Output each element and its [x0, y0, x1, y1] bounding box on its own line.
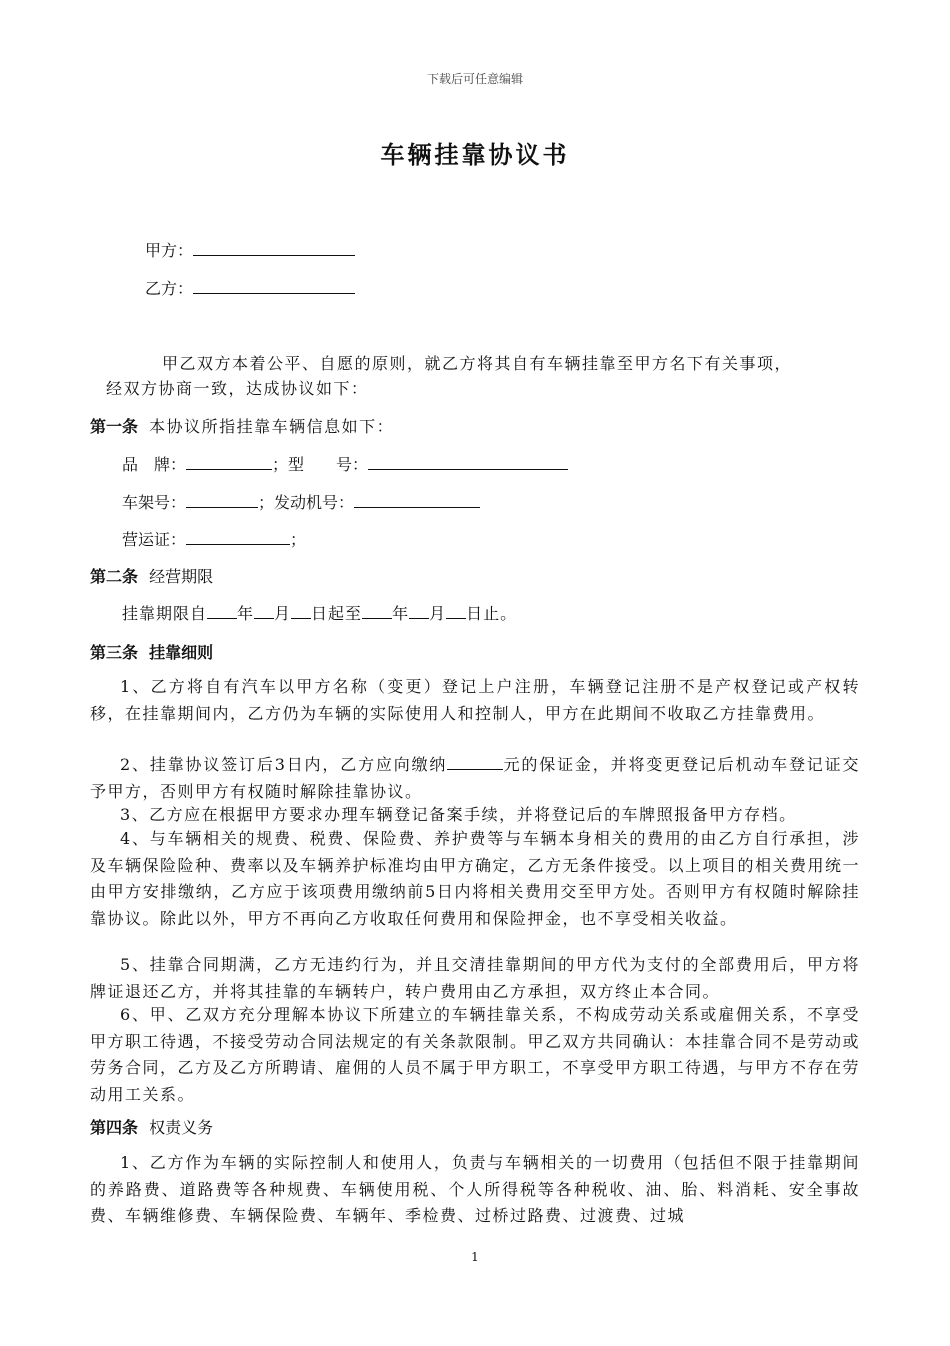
license-label: 营运证：	[122, 530, 187, 549]
term-day-1: 日起至	[311, 604, 363, 623]
license-blank	[186, 530, 290, 545]
article-3-paragraph-3: 3、乙方应在根据甲方要求办理车辆登记备案手续，并将登记后的车牌照报备甲方存档。	[120, 805, 797, 824]
party-a-row	[145, 238, 355, 261]
party-a-label: 甲方：	[145, 241, 194, 260]
vehicle-brand-row	[122, 452, 568, 475]
term-day-2-blank	[446, 604, 466, 619]
document-title: 车辆挂靠协议书	[380, 140, 570, 169]
party-b-row	[145, 276, 355, 299]
article-4-text: 权责义务	[149, 1118, 214, 1137]
article-4-heading-row	[90, 1115, 213, 1138]
deposit-blank	[447, 755, 503, 770]
party-a-blank	[193, 241, 355, 256]
article-3-heading: 第三条	[90, 643, 139, 662]
article-3-heading-row	[90, 640, 213, 663]
intro-line-1: 甲乙双方本着公平、自愿的原则，就乙方将其自有车辆挂靠至甲方名下有关事项，	[162, 354, 793, 373]
article-3-p2-part-b: 元的保证金，并将变更登记后机动车登记证交予甲方，否则甲方有权随时解除挂靠协议。	[90, 755, 860, 801]
article-1-heading: 第一条	[90, 417, 139, 436]
frame-blank	[186, 493, 258, 508]
party-b-blank	[193, 279, 355, 294]
page-number: 1	[471, 1250, 479, 1264]
article-3-paragraph-6: 6、甲、乙双方充分理解本协议下所建立的车辆挂靠关系，不构成劳动关系或雇佣关系，不享受甲方职工待遇，不接受劳动合同法规定的有关条款限制。甲乙双方共同确认：本挂靠合同不是劳动或劳务合同，乙方及乙方所聘请、雇佣的人员不属于甲方职工，不享受甲方职工待遇，与甲方不存在劳动用工关系。	[90, 1005, 861, 1104]
header-note: 下载后可任意编辑	[426, 72, 523, 86]
license-row	[122, 527, 306, 550]
article-3-text: 挂靠细则	[149, 643, 214, 662]
model-blank	[368, 455, 568, 470]
article-4-paragraph-1: 1、乙方作为车辆的实际控制人和使用人，负责与车辆相关的一切费用（包括但不限于挂靠期间的养路费、道路费等各种规费、车辆使用税、个人所得税等各种税收、油、胎、料消耗、安全事故费、车辆维修费、车辆保险费、车辆年、季检费、过桥过路费、过渡费、过城	[90, 1153, 860, 1225]
article-2-heading: 第二条	[90, 567, 139, 586]
party-b-label: 乙方：	[145, 279, 194, 298]
article-3-paragraph-5: 5、挂靠合同期满，乙方无违约行为，并且交清挂靠期间的甲方代为支付的全部费用后，甲方将牌证退还乙方，并将其挂靠的车辆转户，转户费用由乙方承担，双方终止本合同。	[90, 955, 860, 1001]
term-month-2: 月	[429, 604, 447, 623]
frame-label: 车架号：	[122, 493, 187, 512]
article-3-paragraph-1: 1、乙方将自有汽车以甲方名称（变更）登记上户注册，车辆登记注册不是产权登记或产权转移，在挂靠期间内，乙方仍为车辆的实际使用人和控制人，甲方在此期间不收取乙方挂靠费用。	[90, 677, 860, 723]
intro-line-2: 经双方协商一致，达成协议如下：	[106, 379, 369, 398]
model-label: ；型 号：	[272, 455, 369, 474]
term-month-1: 月	[274, 604, 292, 623]
article-4-heading: 第四条	[90, 1118, 139, 1137]
term-month-1-blank	[254, 604, 274, 619]
article-2-heading-row	[90, 564, 213, 587]
article-2-text: 经营期限	[149, 567, 214, 586]
engine-label: ；发动机号：	[258, 493, 355, 512]
article-3-paragraph-2	[90, 752, 860, 805]
brand-label: 品 牌：	[122, 455, 187, 474]
article-1-heading-row	[90, 414, 394, 437]
term-month-2-blank	[409, 604, 429, 619]
term-year-1: 年	[237, 604, 255, 623]
license-end: ；	[290, 530, 307, 549]
article-1-text: 本协议所指挂靠车辆信息如下：	[149, 417, 395, 436]
term-part-1: 挂靠期限自	[122, 604, 208, 623]
engine-blank	[354, 493, 480, 508]
vehicle-frame-row	[122, 490, 480, 513]
term-row	[122, 601, 517, 624]
term-year-1-blank	[207, 604, 237, 619]
term-year-2: 年	[392, 604, 410, 623]
brand-blank	[186, 455, 272, 470]
article-3-paragraph-4: 4、与车辆相关的规费、税费、保险费、养护费等与车辆本身相关的费用的由乙方自行承担，涉及车辆保险险种、费率以及车辆养护标准均由甲方确定，乙方无条件接受。以上项目的相关费用统一由甲方安排缴纳，乙方应于该项费用缴纳前5日内将相关费用交至甲方处。否则甲方有权随时解除挂靠协议。除此以外，甲方不再向乙方收取任何费用和保险押金，也不享受相关收益。	[90, 829, 861, 928]
term-year-2-blank	[362, 604, 392, 619]
term-day-1-blank	[291, 604, 311, 619]
term-day-2: 日止。	[466, 604, 518, 623]
article-3-p2-part-a: 2、挂靠协议签订后3日内，乙方应向缴纳	[120, 755, 448, 774]
